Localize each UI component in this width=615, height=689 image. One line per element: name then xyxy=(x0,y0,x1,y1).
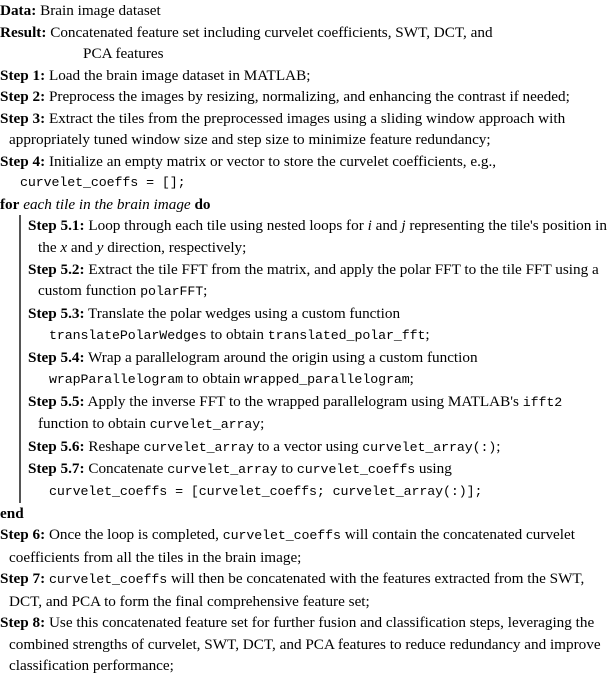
step-5-2-code-1: polarFFT xyxy=(140,284,204,300)
result-label: Result: xyxy=(0,23,47,41)
result-value: Concatenated feature set including curvelet coefficients, SWT, DCT, and xyxy=(46,23,493,41)
step-5-5-text-a: Apply the inverse FFT to the wrapped parallelogram using MATLAB's xyxy=(84,392,523,410)
step-6-text-b: will contain the concatenated curvelet coefficients from all the tiles in the brain image; xyxy=(9,526,575,566)
step-1-text: Load the brain image dataset in MATLAB; xyxy=(45,66,311,84)
step-5-4-code-1: wrapParallelogram xyxy=(49,372,183,388)
step-5-6-code-1: curvelet_array xyxy=(143,439,254,455)
step-5-7-code-3: curvelet_coeffs = [curvelet_coeffs; curvelet_array(:)]; xyxy=(49,484,483,500)
algorithm-result-line xyxy=(0,22,615,65)
loop-end-keyword: end xyxy=(0,504,24,522)
step-5-4-text-b: to obtain xyxy=(182,370,245,388)
step-5-6-label: Step 5.6: xyxy=(28,437,85,455)
step-5-5-label: Step 5.5: xyxy=(28,392,85,410)
step-7-code-1: curvelet_coeffs xyxy=(48,572,168,588)
step-5-1-text-d: and xyxy=(67,239,97,257)
step-5-4-label: Step 5.4: xyxy=(28,348,85,366)
step-6-label: Step 6: xyxy=(0,526,46,544)
step-3-label: Step 3: xyxy=(0,109,46,127)
step-5-1-var-i: i xyxy=(367,217,372,235)
step-5-2 xyxy=(28,259,615,303)
step-5-6-text-c: ; xyxy=(496,437,501,455)
step-5-3-line-2 xyxy=(38,324,615,347)
step-5-7-text-a: Concatenate xyxy=(84,460,168,478)
step-6-code-1: curvelet_coeffs xyxy=(222,528,341,544)
step-4-code: curvelet_coeffs = []; xyxy=(20,175,186,191)
step-5-1-text-c: representing the tile's position in the xyxy=(38,217,607,257)
step-5-2-label: Step 5.2: xyxy=(28,260,85,278)
step-5-6-text-b: to a vector using xyxy=(253,437,363,455)
step-5-3-code-2: translated_polar_fft xyxy=(267,328,426,344)
step-8-label: Step 8: xyxy=(0,614,46,632)
step-5-5-text-b: function to obtain xyxy=(38,415,150,433)
step-5-4-text-a: Wrap a parallelogram around the origin using a custom function xyxy=(84,348,478,366)
step-6 xyxy=(0,524,615,568)
step-5-5-code-1: ifft2 xyxy=(522,394,563,410)
step-3 xyxy=(0,108,615,151)
loop-vertical-rule xyxy=(19,215,21,502)
step-2 xyxy=(0,86,615,108)
step-5-6 xyxy=(28,436,615,459)
step-5-1-var-y: y xyxy=(96,239,104,257)
loop-condition: each tile in the brain image xyxy=(23,195,191,213)
step-5-1-text-b: and xyxy=(371,217,402,235)
step-5-1 xyxy=(28,215,615,258)
step-5-6-code-2: curvelet_array(:) xyxy=(362,439,497,455)
step-5-1-var-j: j xyxy=(401,217,406,235)
step-5-7-code-2: curvelet_coeffs xyxy=(296,462,416,478)
step-7-label: Step 7: xyxy=(0,570,46,588)
step-5-5-text-c: ; xyxy=(260,415,265,433)
step-5-6-text-a: Reshape xyxy=(84,437,144,455)
result-continuation: PCA features xyxy=(83,45,164,63)
step-5-4-line-2 xyxy=(38,368,615,391)
step-5-3-text-c: ; xyxy=(425,326,430,344)
step-1-label: Step 1: xyxy=(0,66,46,84)
data-value: Brain image dataset xyxy=(36,2,161,19)
step-4-text: Initialize an empty matrix or vector to store the curvelet coefficients, e.g., xyxy=(45,152,497,170)
step-5-7-text-c: using xyxy=(415,460,452,478)
step-5-4 xyxy=(28,347,615,391)
step-5-4-code-2: wrapped_parallelogram xyxy=(244,372,410,388)
step-5-3-text-a: Translate the polar wedges using a custom function xyxy=(84,304,401,322)
step-5-5-code-2: curvelet_array xyxy=(149,417,261,433)
loop-for-keyword: for xyxy=(0,195,20,213)
step-5-7-text-b: to xyxy=(277,460,297,478)
step-5-2-text-a: Extract the tile FFT from the matrix, and apply the polar FFT to the tile FFT using a custom function xyxy=(38,260,599,300)
step-5-1-var-x: x xyxy=(60,239,68,257)
step-5-1-label: Step 5.1: xyxy=(28,217,85,235)
step-2-text: Preprocess the images by resizing, normalizing, and enhancing the contrast if needed; xyxy=(45,88,570,106)
loop-do-keyword: do xyxy=(194,195,211,213)
step-4-label: Step 4: xyxy=(0,152,46,170)
step-5-4-text-c: ; xyxy=(409,370,414,388)
step-5-7-code-1: curvelet_array xyxy=(167,462,278,478)
step-5-3-label: Step 5.3: xyxy=(28,304,85,322)
step-1 xyxy=(0,65,615,87)
step-5-3-code-1: translatePolarWedges xyxy=(49,328,207,344)
algorithm-data-line xyxy=(0,0,615,22)
step-3-text: Extract the tiles from the preprocessed images using a sliding window approach with appropriately tuned window size and step size to minimize feature redundancy; xyxy=(9,109,566,149)
step-5-7-label: Step 5.7: xyxy=(28,460,85,478)
step-8 xyxy=(0,612,615,677)
step-5-5 xyxy=(28,391,615,436)
loop-header xyxy=(0,194,615,216)
step-5-1-text-a: Loop through each tile using nested loops for xyxy=(84,217,368,235)
step-5-3-text-b: to obtain xyxy=(206,326,268,344)
step-2-label: Step 2: xyxy=(0,88,46,106)
loop-body xyxy=(0,215,615,502)
step-5-1-text-e: direction, respectively; xyxy=(103,239,247,257)
step-5-7 xyxy=(28,458,615,502)
data-label: Data: xyxy=(0,2,37,19)
step-7-text-b: will then be concatenated with the features extracted from the SWT, DCT, and PCA to form the final comprehensive feature set; xyxy=(9,570,585,610)
step-8-text-a: Use this concatenated feature set for further fusion and classification steps, leveraging the combined strengths of curvelet, SWT, DCT, and PCA features to reduce redundancy and improve classification performance; xyxy=(9,614,601,675)
step-5-2-text-b: ; xyxy=(203,282,208,300)
step-7 xyxy=(0,568,615,612)
step-5-3 xyxy=(28,303,615,347)
step-4 xyxy=(0,151,615,194)
step-6-text-a: Once the loop is completed, xyxy=(45,526,223,544)
